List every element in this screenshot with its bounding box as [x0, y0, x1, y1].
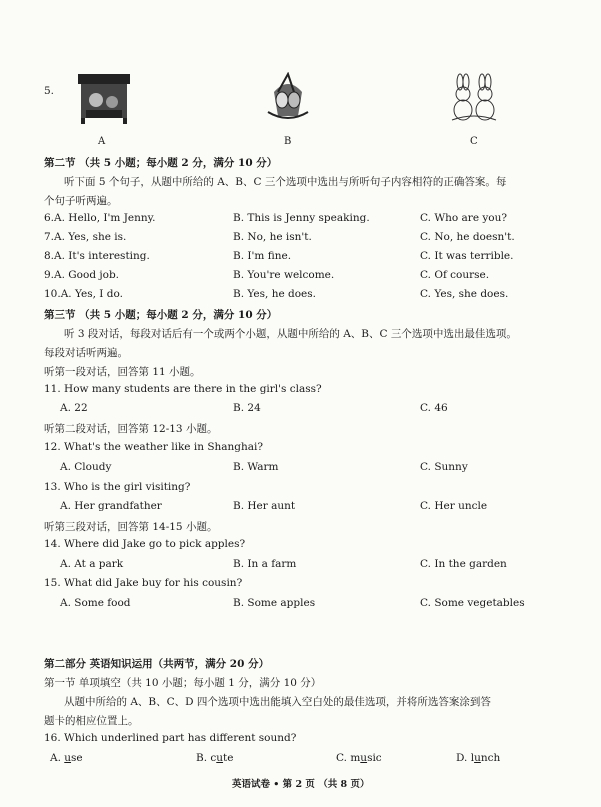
question-9: 9.A. Good job. — [44, 269, 120, 281]
option-b: B. I'm fine. — [233, 250, 292, 262]
instructions: 听下面 5 个句子，从题中所给的 A、B、C 三个选项中选出与所听句子内容相符的正确答案。每 — [64, 176, 507, 188]
option-c: C. In the garden — [420, 558, 507, 570]
option-a: A. At a park — [60, 558, 124, 570]
option-b: B. Some apples — [233, 597, 316, 609]
option-a-label: A — [98, 136, 106, 147]
option-b: B. In a farm — [233, 558, 297, 570]
dialog-label: 听第一段对话，回答第 11 小题。 — [44, 366, 201, 378]
option-c: C. Sunny — [420, 461, 468, 473]
option-c: C. It was terrible. — [420, 250, 514, 262]
option-a: A. use — [50, 752, 83, 764]
dialog-label: 听第二段对话，回答第 12-13 小题。 — [44, 423, 218, 435]
question-12: 12. What's the weather like in Shanghai? — [44, 441, 264, 453]
question-15: 15. What did Jake buy for his cousin? — [44, 577, 243, 589]
vegetable-basket-icon — [264, 72, 312, 124]
question-16: 16. Which underlined part has different sound? — [44, 732, 297, 744]
question-7: 7.A. Yes, she is. — [44, 231, 127, 243]
option-c: C. Of course. — [420, 269, 490, 281]
instructions: 听 3 段对话，每段对话后有一个或两个小题，从题中所给的 A、B、C 三个选项中选出最佳选项。 — [64, 328, 517, 340]
option-c: C. Some vegetables — [420, 597, 525, 609]
section-header: 第一节 单项填空（共 10 小题；每小题 1 分，满分 10 分） — [44, 677, 322, 689]
question-11: 11. How many students are there in the girl's class? — [44, 383, 322, 395]
instructions: 每段对话听两遍。 — [44, 347, 128, 359]
option-b: B. No, he isn't. — [233, 231, 312, 243]
option-b: B. 24 — [233, 402, 261, 414]
option-c: C. Yes, she does. — [420, 288, 509, 300]
page-footer: 英语试卷 • 第 2 页 （共 8 页） — [232, 779, 370, 790]
question-6: 6.A. Hello, I'm Jenny. — [44, 212, 156, 224]
section-header: 第三节 （共 5 小题；每小题 2 分，满分 10 分） — [44, 309, 278, 321]
option-c: C. No, he doesn't. — [420, 231, 515, 243]
part-header: 第二部分 英语知识运用（共两节，满分 20 分） — [44, 658, 270, 670]
option-a: A. Her grandfather — [60, 500, 162, 512]
question-number: 5. — [44, 85, 55, 97]
stall-scene-icon — [76, 72, 132, 124]
option-b: B. You're welcome. — [233, 269, 335, 281]
section-header: 第二节 （共 5 小题；每小题 2 分，满分 10 分） — [44, 157, 278, 169]
option-a: A. Cloudy — [60, 461, 112, 473]
option-c: C. Who are you? — [420, 212, 508, 224]
question-10: 10.A. Yes, I do. — [44, 288, 123, 300]
question-8: 8.A. It's interesting. — [44, 250, 150, 262]
option-b: B. Yes, he does. — [233, 288, 316, 300]
option-c-label: C — [470, 136, 478, 147]
option-b: B. Warm — [233, 461, 279, 473]
instructions: 题卡的相应位置上。 — [44, 715, 139, 727]
option-d: D. lunch — [456, 752, 501, 764]
question-13: 13. Who is the girl visiting? — [44, 481, 191, 493]
option-b: B. cute — [196, 752, 234, 764]
option-a: A. Some food — [60, 597, 131, 609]
option-c: C. Her uncle — [420, 500, 488, 512]
question-14: 14. Where did Jake go to pick apples? — [44, 538, 246, 550]
option-c: C. 46 — [420, 402, 448, 414]
dialog-label: 听第三段对话，回答第 14-15 小题。 — [44, 521, 218, 533]
option-b-label: B — [284, 136, 292, 147]
instructions: 个句子听两遍。 — [44, 195, 118, 207]
option-c: C. music — [336, 752, 382, 764]
instructions: 从题中所给的 A、B、C、D 四个选项中选出能填入空白处的最佳选项，并将所选答案涂到答 — [64, 696, 491, 708]
rabbits-icon — [446, 72, 502, 124]
option-b: B. Her aunt — [233, 500, 296, 512]
option-b: B. This is Jenny speaking. — [233, 212, 370, 224]
option-a: A. 22 — [60, 402, 88, 414]
